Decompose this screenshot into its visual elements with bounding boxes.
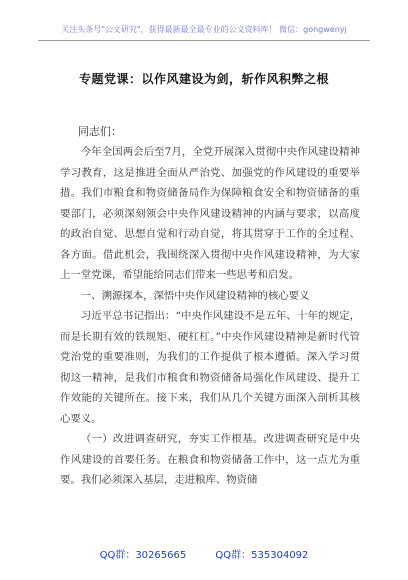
footer-qq-group-1: QQ群：30265665 [99, 550, 187, 561]
section-heading: 一、溯源探本，深悟中央作风建设精神的核心要义 [80, 289, 310, 302]
document-title: 专题党课：以作风建设为剑，斩作风积弊之根 [78, 72, 329, 86]
document-body [60, 142, 360, 491]
paragraph: （一）改进调查研究，夯实工作根基。改进调查研究是中央作风建设的首要任务。在粮食和物资储备工作中，这一点尤为重要。我们必须深入基层，走进粮库、物资储 [60, 433, 360, 486]
header-divider [38, 40, 370, 41]
paragraph: 习近平总书记指出：“中央作风建设不是五年、十年的规定，而是长期有效的铁规矩、硬杠杠。”中央作风建设精神是新时代管党治党的重要准则，为我们的工作提供了根本遵循。深入学习贯彻这一精神，是我们市粮食和物资储备局强化作风建设、提升工作效能的关键所在。接下来，我们从几个关键方面深入剖析其核心要义。 [60, 310, 360, 425]
salutation: 同志们： [78, 125, 122, 138]
header-promo-text: 关注头条号"公文研究"，获得最新最全最专业的公文资料库！ 微信：gongwenyj [61, 25, 347, 34]
footer [0, 546, 408, 561]
footer-qq-group-2: QQ群：535304092 [215, 550, 309, 561]
paragraph: 今年全国两会后至7月，全党开展深入贯彻中央作风建设精神学习教育，这是推进全面从严治党、加强党的作风建设的重要举措。我们市粮食和物资储备局作为保障粮食安全和物资储备的重要部门，必须深刻领会中央作风建设精神的内涵与要求，以高度的政治自觉、思想自觉和行动自觉，将其贯穿于工作的全过程、各方面。借此机会，我围绕深入贯彻中央作风建设精神，为大家上一堂党课，希望能给同志们带来一些思考和启发。 [60, 146, 360, 281]
